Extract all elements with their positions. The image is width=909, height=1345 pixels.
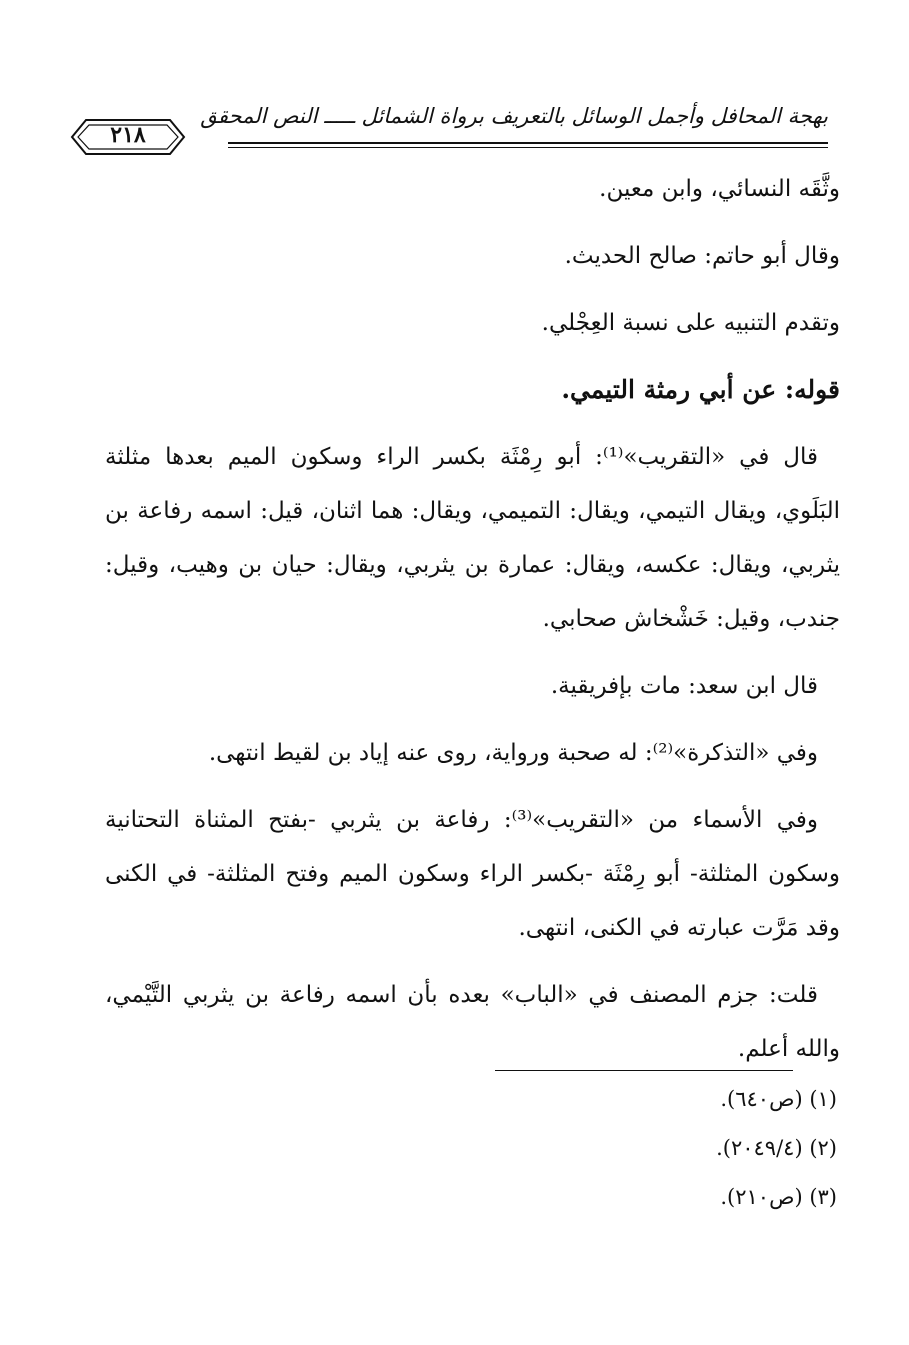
footnote: (٣) (ص٢١٠). bbox=[720, 1185, 837, 1209]
header-rule-thin bbox=[228, 147, 828, 148]
paragraph: وتقدم التنبيه على نسبة العِجْلي. bbox=[541, 310, 840, 336]
paragraph: وفي «التذكرة»⁽²⁾: له صحبة ورواية، روى عنه إياد بن لقيط انتهى. bbox=[208, 740, 818, 766]
header-rule bbox=[228, 142, 828, 144]
page-number-badge bbox=[68, 116, 188, 158]
paragraph: وثَّقَه النسائي، وابن معين. bbox=[599, 176, 840, 202]
footnote-separator bbox=[495, 1070, 793, 1071]
footnotes bbox=[437, 1076, 837, 1223]
main-text bbox=[105, 162, 840, 1089]
paragraph: وقال أبو حاتم: صالح الحديث. bbox=[564, 243, 840, 269]
paragraph: قال في «التقريب»⁽¹⁾: أبو رِمْثَة بكسر الراء وسكون الميم بعدها مثلثة البَلَوي، ويقال التيمي، ويقال: التميمي، ويقال: هما اثنان، قيل: اسمه رفاعة بن يثربي، ويقال: عكسه، ويقال: عمارة بن يثربي، ويقال: حيان بن وهيب، وقيل: جندب، وقيل: خَشْخاش صحابي. bbox=[105, 444, 840, 632]
paragraph: قال ابن سعد: مات بإفريقية. bbox=[550, 673, 818, 699]
header-title: بهجة المحافل وأجمل الوسائل بالتعريف برواة الشمائل ـــــ النص المحقق bbox=[200, 104, 828, 128]
paragraph: قلت: جزم المصنف في «الباب» بعده بأن اسمه رفاعة بن يثربي التَّيْمي، والله أعلم. bbox=[105, 982, 840, 1062]
section-heading: قوله: عن أبي رمثة التيمي. bbox=[561, 375, 840, 404]
page-number: ٢١٨ bbox=[110, 122, 146, 148]
footnote: (١) (ص٦٤٠). bbox=[720, 1087, 837, 1111]
running-header bbox=[68, 100, 828, 160]
footnote: (٢) (٢٠٤٩/٤). bbox=[716, 1136, 837, 1160]
paragraph: وفي الأسماء من «التقريب»⁽³⁾: رفاعة بن يثربي -بفتح المثناة التحتانية وسكون المثلثة- أبو رِمْثَة -بكسر الراء وسكون الميم وفتح المثلثة- في الكنى وقد مَرَّت عبارته في الكنى، انتهى. bbox=[105, 807, 840, 941]
